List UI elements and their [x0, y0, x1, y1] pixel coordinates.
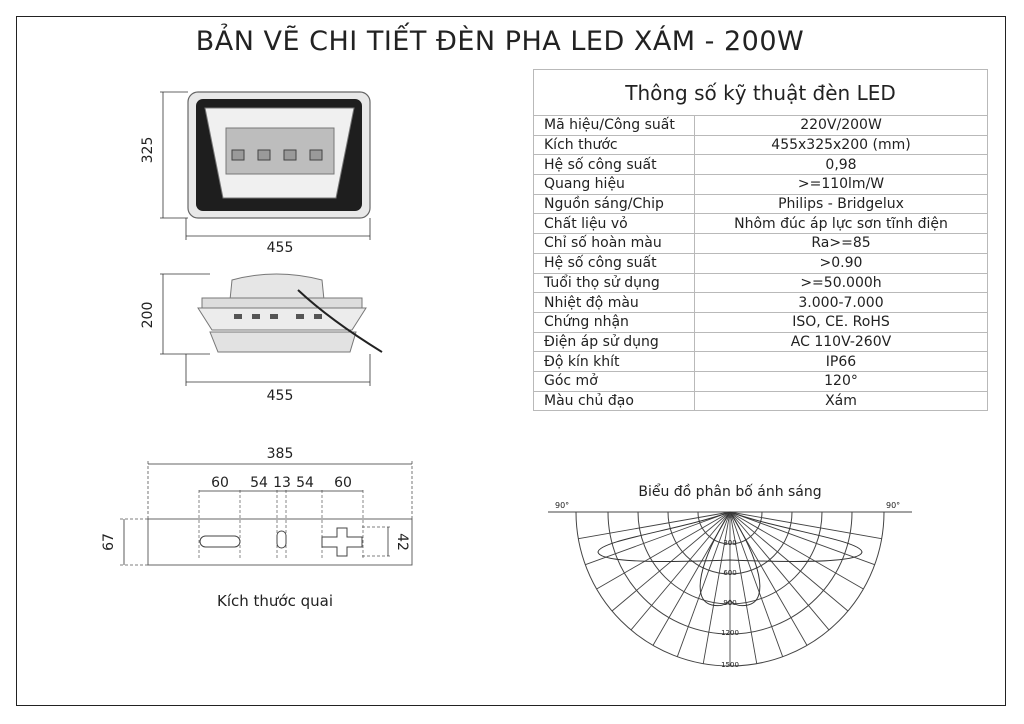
- spec-label: Chất liệu vỏ: [534, 214, 695, 234]
- bracket-drawing: [101, 446, 412, 610]
- side-height-label: 200: [140, 301, 156, 329]
- spec-value: >0.90: [695, 253, 988, 273]
- spec-label: Hệ số công suất: [534, 155, 695, 175]
- polar-ring-label: 600: [723, 569, 737, 577]
- spec-value: 3.000-7.000: [695, 293, 988, 313]
- spec-label: Góc mở: [534, 371, 695, 391]
- bracket-seg-1: 60: [211, 475, 229, 491]
- spec-value: Nhôm đúc áp lực sơn tĩnh điện: [695, 214, 988, 234]
- spec-label: Quang hiệu: [534, 175, 695, 195]
- polar-ring-label: 1500: [721, 661, 739, 669]
- spec-value: >=110lm/W: [695, 175, 988, 195]
- spec-label: Màu chủ đạo: [534, 391, 695, 411]
- spec-value: 120°: [695, 371, 988, 391]
- spec-value: Philips - Bridgelux: [695, 194, 988, 214]
- spec-value: 220V/200W: [695, 116, 988, 136]
- polar-diagram: [548, 483, 912, 669]
- spec-value: AC 110V-260V: [695, 332, 988, 352]
- polar-caption: Biểu đồ phân bố ánh sáng: [638, 484, 822, 500]
- side-width-label: 455: [266, 388, 294, 404]
- spec-label: Tuổi thọ sử dụng: [534, 273, 695, 293]
- bracket-caption: Kích thước quai: [216, 592, 334, 610]
- spec-label: Điện áp sử dụng: [534, 332, 695, 352]
- polar-angle-right: 90°: [886, 501, 901, 510]
- bracket-slot-label: 42: [394, 533, 410, 551]
- front-view: [140, 92, 370, 256]
- polar-ring-label: 1200: [721, 629, 739, 637]
- spec-label: Chứng nhận: [534, 312, 695, 332]
- spec-value: IP66: [695, 352, 988, 372]
- front-width-label: 455: [266, 240, 294, 256]
- spec-value: >=50.000h: [695, 273, 988, 293]
- bracket-seg-2: 54: [250, 475, 268, 491]
- spec-label: Chỉ số hoàn màu: [534, 234, 695, 254]
- bracket-total-width: 385: [266, 446, 294, 462]
- spec-label: Kích thước: [534, 135, 695, 155]
- spec-label: Độ kín khít: [534, 352, 695, 372]
- spec-value: 0,98: [695, 155, 988, 175]
- spec-value: 455x325x200 (mm): [695, 135, 988, 155]
- side-view: [140, 274, 382, 404]
- polar-angle-left: 90°: [555, 501, 570, 510]
- spec-label: Hệ số công suất: [534, 253, 695, 273]
- bracket-height-label: 67: [101, 533, 117, 551]
- bracket-seg-3: 13: [273, 475, 291, 491]
- bracket-seg-4: 54: [296, 475, 314, 491]
- spec-heading: Thông số kỹ thuật đèn LED: [534, 70, 988, 116]
- front-height-label: 325: [140, 136, 156, 164]
- polar-ring-label: 300: [723, 539, 737, 547]
- spec-label: Nguồn sáng/Chip: [534, 194, 695, 214]
- bracket-seg-5: 60: [334, 475, 352, 491]
- spec-label: Nhiệt độ màu: [534, 293, 695, 313]
- spec-label: Mã hiệu/Công suất: [534, 116, 695, 136]
- spec-value: ISO, CE. RoHS: [695, 312, 988, 332]
- spec-value: Ra>=85: [695, 234, 988, 254]
- polar-ring-label: 900: [723, 599, 737, 607]
- page-title: BẢN VẼ CHI TIẾT ĐÈN PHA LED XÁM - 200W: [195, 26, 805, 57]
- spec-value: Xám: [695, 391, 988, 411]
